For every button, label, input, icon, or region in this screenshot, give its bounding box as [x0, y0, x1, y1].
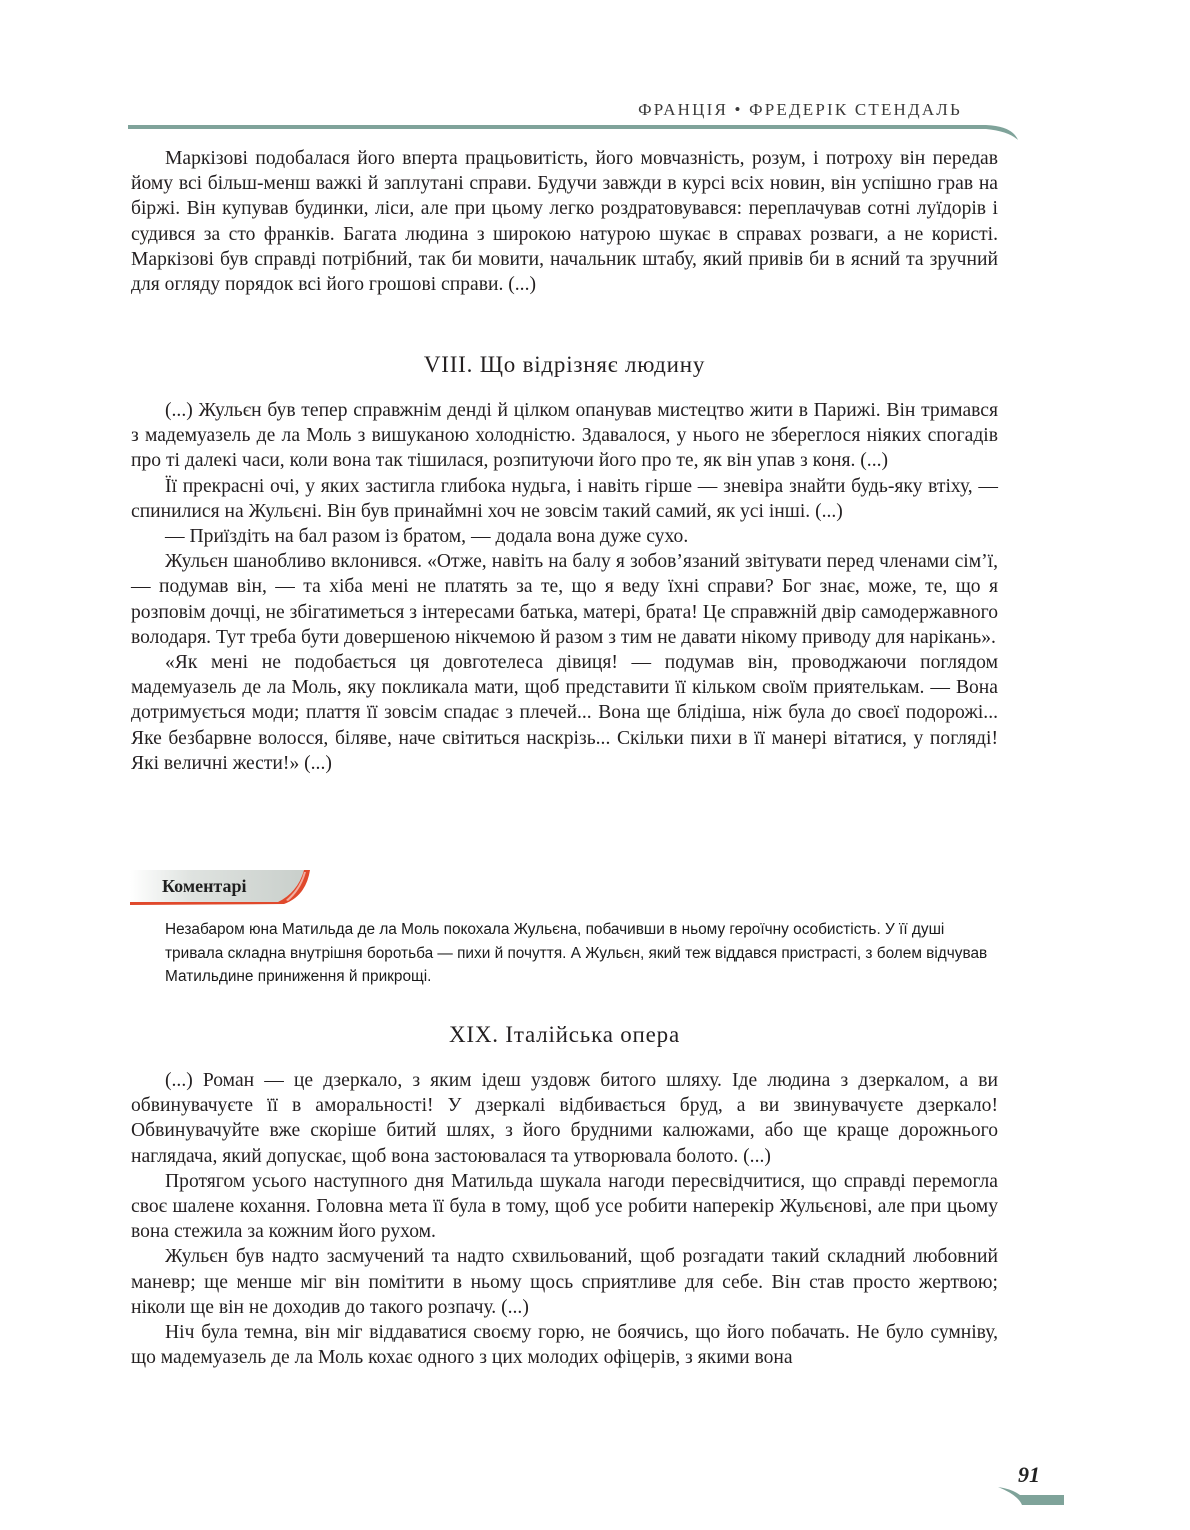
paragraph: Маркізові подобалася його вперта працьовитість, його мовчазність, розум, і потроху він передав йому всі більш-менш важкі й заплутані справи. Будучи завжди в курсі всіх новин, він успішно грав на біржі. Він купував будинки, ліси, але при цьому легко роздратовувався: переплачував сотні луїдорів і судився за сто франків. Багата людина з широкою натурою шукає в справах розваги, а не користі. Маркізові був справді потрібний, так би мовити, начальник штабу, який привів би в ясний та зручний для огляду порядок всі його грошові справи. (...)	[131, 148, 998, 296]
paragraph: «Як мені не подобається ця довготелеса дівиця! — подумав він, проводжаючи поглядом мадемуазель де ла Моль, яку покликала мати, щоб представити її кільком своїм приятелькам. — Вона дотримується моди; плаття її зовсім спадає з плечей... Вона ще блідіша, ніж була до своєї подорожі... Яке безбарвне волосся, біляве, наче світиться наскрізь... Скільки пихи в її манері вітатися, у погляді! Які величні жести!» (...)	[131, 652, 998, 774]
page-number-tab	[996, 1483, 1066, 1505]
section-xix-text	[131, 1068, 998, 1370]
paragraph: (...) Роман — це дзеркало, з яким ідеш уздовж битого шляху. Іде людина з дзеркалом, а ви обвинувачуєте її в аморальності! У дзеркалі відбивається бруд, а ви звинувачуєте дзеркало! Обвинувачуйте вже скоріше битий шлях, з його брудними калюжами, або ще краще дорожнього наглядача, який допускає, щоб вона застоювалася та утворювала болото. (...)	[131, 1070, 998, 1167]
paragraph: Жульєн був надто засмучений та надто схвильований, щоб розгадати такий складний любовний маневр; ще менше міг він помітити в ньому щось сприятливе для себе. Він став просто жертвою; ніколи ще він не доходив до такого розпачу. (...)	[131, 1246, 998, 1318]
section-viii-text	[131, 398, 998, 776]
section-title-viii: VIII. Що відрізняє людину	[423, 352, 706, 377]
paragraph: — Приїздіть на бал разом із братом, — додала вона дуже сухо.	[165, 526, 689, 548]
running-head: ФРАНЦІЯ • ФРЕДЕРІК СТЕНДАЛЬ	[638, 100, 962, 119]
paragraph: Протягом усього наступного дня Матильда шукала нагоди пересвідчитися, що справді перемогла своє шалене кохання. Головна мета її була в тому, щоб усе робити наперекір Жульєнові, але при цьому вона стежила за кожним його рухом.	[131, 1170, 998, 1243]
paragraph: Її прекрасні очі, у яких застигла глибока нудьга, і навіть гірше — зневіра знайти будь-яку втіху, — спинилися на Жульєні. Він був принаймні хоч не зовсім такий самий, як усі інші. (...)	[131, 475, 998, 522]
section-title-xix: XIX. Італійська опера	[449, 1022, 680, 1047]
intro-text	[131, 146, 998, 297]
page-number: 91	[1018, 1462, 1040, 1487]
paragraph: Жульєн шанобливо вклонився. «Отже, навіть на балу я зобов’язаний звітувати перед членами сім’ї, — подумав він, — та хіба мені не платять за те, що я веду їхні справи? Бог знає, може, те, що я розповім дочці, не збігатиметься з інтересами батька, матері, брата! Це справжній двір самодержавного володаря. Тут треба бути довершеною нікчемою й разом з тим не давати нікому приводу для нарікань».	[131, 551, 998, 648]
paragraph: Ніч була темна, він міг віддаватися своєму горю, не боячись, що його побачать. Не було сумніву, що мадемуазель де ла Моль кохає одного з цих молодих офіцерів, з якими вона	[131, 1322, 998, 1369]
comments-text: Незабаром юна Матильда де ла Моль покохала Жульєна, побачивши в ньому героїчну особистість. У її душі тривала складна внутрішня боротьба — пихи й почуття. А Жульєн, який теж віддався пристрасті, з болем відчував Матильдине приниження й прикрощі.	[165, 921, 988, 985]
comments-label: Коментарі	[162, 876, 247, 896]
paragraph: (...) Жульєн був тепер справжнім денді й цілком опанував мистецтво жити в Парижі. Він тримався з мадемуазель де ла Моль з вишуканою холодністю. Здавалося, у нього не збереглося ніяких спогадів про ті далекі часи, коли вона так тішилася, розпитуючи його про те, як він упав з коня. (...)	[131, 400, 998, 472]
